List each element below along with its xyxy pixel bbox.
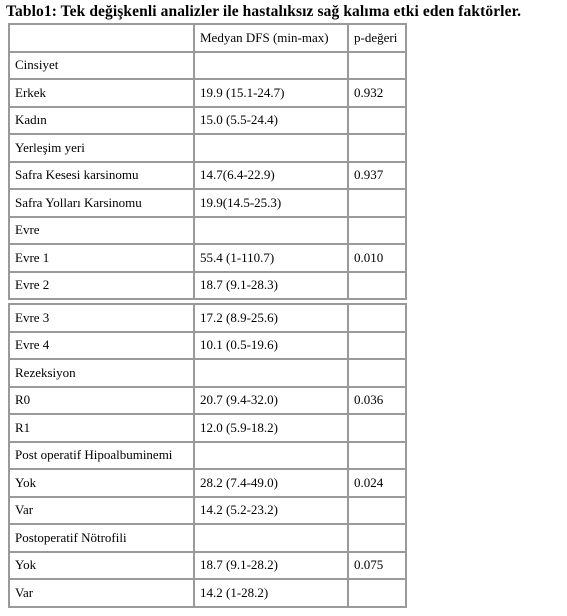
p-value: 0.075 <box>348 552 406 580</box>
row-label: Evre <box>9 217 194 245</box>
table-row <box>9 359 406 387</box>
p-value: 0.010 <box>348 244 406 272</box>
results-table-part-1 <box>8 23 407 300</box>
median-dfs-value: 19.9 (15.1-24.7) <box>194 79 348 107</box>
median-dfs-value: 19.9(14.5-25.3) <box>194 189 348 217</box>
table-row <box>9 387 406 415</box>
row-label: Var <box>9 497 194 525</box>
row-label: Yok <box>9 469 194 497</box>
p-value <box>348 304 406 332</box>
header-median-dfs: Medyan DFS (min-max) <box>194 24 348 52</box>
median-dfs-value: 14.2 (1-28.2) <box>194 579 348 607</box>
header-empty-cell <box>9 24 194 52</box>
table-row <box>9 134 406 162</box>
table-row <box>9 414 406 442</box>
median-dfs-value: 17.2 (8.9-25.6) <box>194 304 348 332</box>
table-row <box>9 332 406 360</box>
table-row <box>9 107 406 135</box>
median-dfs-value: 10.1 (0.5-19.6) <box>194 332 348 360</box>
p-value <box>348 524 406 552</box>
table-row <box>9 189 406 217</box>
p-value: 0.024 <box>348 469 406 497</box>
row-label: Evre 1 <box>9 244 194 272</box>
median-dfs-value: 12.0 (5.9-18.2) <box>194 414 348 442</box>
results-table-part-2 <box>8 303 407 608</box>
row-label: Var <box>9 579 194 607</box>
p-value <box>348 332 406 360</box>
row-label: Safra Yolları Karsinomu <box>9 189 194 217</box>
table-row <box>9 52 406 80</box>
table-row <box>9 79 406 107</box>
table-header-row <box>9 24 406 52</box>
median-dfs-value <box>194 134 348 162</box>
row-label: Kadın <box>9 107 194 135</box>
p-value <box>348 442 406 470</box>
table-row <box>9 217 406 245</box>
p-value: 0.036 <box>348 387 406 415</box>
table-row <box>9 469 406 497</box>
row-label: R1 <box>9 414 194 442</box>
p-value <box>348 134 406 162</box>
p-value <box>348 107 406 135</box>
p-value <box>348 579 406 607</box>
median-dfs-value: 15.0 (5.5-24.4) <box>194 107 348 135</box>
median-dfs-value: 18.7 (9.1-28.2) <box>194 552 348 580</box>
p-value <box>348 497 406 525</box>
row-label: Yok <box>9 552 194 580</box>
row-label: R0 <box>9 387 194 415</box>
p-value <box>348 272 406 300</box>
p-value <box>348 217 406 245</box>
row-label: Cinsiyet <box>9 52 194 80</box>
median-dfs-value <box>194 52 348 80</box>
table-row <box>9 579 406 607</box>
median-dfs-value: 14.2 (5.2-23.2) <box>194 497 348 525</box>
row-label: Evre 3 <box>9 304 194 332</box>
median-dfs-value: 18.7 (9.1-28.3) <box>194 272 348 300</box>
median-dfs-value <box>194 442 348 470</box>
p-value: 0.937 <box>348 162 406 190</box>
table-row <box>9 552 406 580</box>
table-row <box>9 497 406 525</box>
median-dfs-value <box>194 217 348 245</box>
median-dfs-value: 14.7(6.4-22.9) <box>194 162 348 190</box>
median-dfs-value: 55.4 (1-110.7) <box>194 244 348 272</box>
median-dfs-value <box>194 359 348 387</box>
median-dfs-value <box>194 524 348 552</box>
header-p-value: p-değeri <box>348 24 406 52</box>
median-dfs-value: 20.7 (9.4-32.0) <box>194 387 348 415</box>
table-row <box>9 524 406 552</box>
table-row <box>9 162 406 190</box>
row-label: Post operatif Hipoalbuminemi <box>9 442 194 470</box>
table-row <box>9 272 406 300</box>
p-value: 0.932 <box>348 79 406 107</box>
table-row <box>9 442 406 470</box>
table-row <box>9 244 406 272</box>
row-label: Rezeksiyon <box>9 359 194 387</box>
row-label: Postoperatif Nötrofili <box>9 524 194 552</box>
p-value <box>348 52 406 80</box>
row-label: Evre 4 <box>9 332 194 360</box>
row-label: Erkek <box>9 79 194 107</box>
row-label: Yerleşim yeri <box>9 134 194 162</box>
row-label: Evre 2 <box>9 272 194 300</box>
row-label: Safra Kesesi karsinomu <box>9 162 194 190</box>
median-dfs-value: 28.2 (7.4-49.0) <box>194 469 348 497</box>
p-value <box>348 359 406 387</box>
p-value <box>348 189 406 217</box>
p-value <box>348 414 406 442</box>
table-row <box>9 304 406 332</box>
table-title: Tablo1: Tek değişkenli analizler ile hastalıksız sağ kalıma etki eden faktörler. <box>6 3 522 20</box>
